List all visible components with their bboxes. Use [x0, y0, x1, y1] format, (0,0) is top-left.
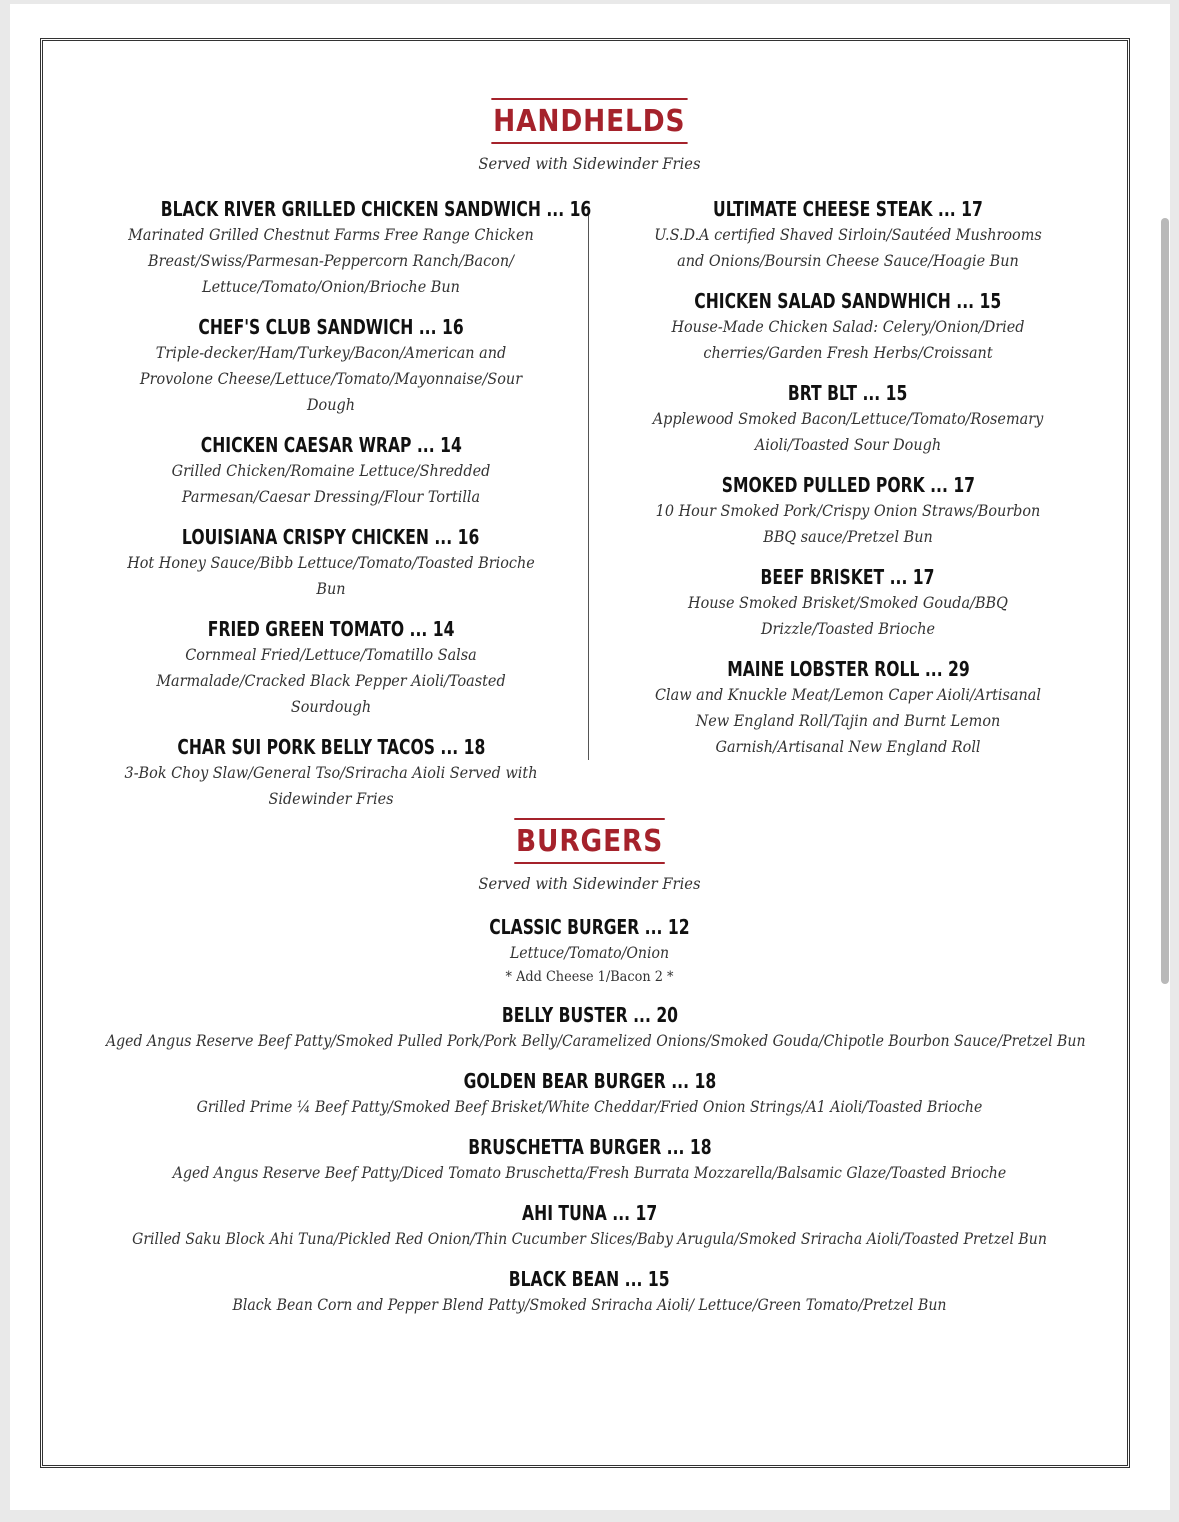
column-divider [588, 210, 589, 760]
menu-item-description: Cornmeal Fried/Lettuce/Tomatillo Salsa Marmalade/Cracked Black Pepper Aioli/Toasted Sourdough [156, 645, 506, 716]
menu-item [100, 314, 562, 418]
menu-item [617, 380, 1079, 458]
menu-item-description: Applewood Smoked Bacon/Lettuce/Tomato/Rosemary Aioli/Toasted Sour Dough [652, 409, 1044, 454]
menu-item-description: Grilled Chicken/Romaine Lettuce/Shredded Parmesan/Caesar Dressing/Flour Tortilla [171, 461, 491, 506]
menu-item-name: AHI TUNA ... 17 [521, 1201, 658, 1225]
menu-item-name: ULTIMATE CHEESE STEAK ... 17 [713, 197, 983, 221]
menu-item-description: Hot Honey Sauce/Bibb Lettuce/Tomato/Toasted Brioche Bun [127, 553, 535, 598]
menu-item-description: House Smoked Brisket/Smoked Gouda/BBQ Drizzle/Toasted Brioche [688, 593, 1008, 638]
menu-item-name: BELLY BUSTER ... 20 [501, 1003, 678, 1027]
menu-item-description: U.S.D.A certified Shaved Sirloin/Sautéed Mushrooms and Onions/Boursin Cheese Sauce/Hoagie Bun [654, 225, 1042, 270]
burgers-header [0, 818, 1179, 893]
menu-item [100, 432, 562, 510]
menu-item-description: Triple-decker/Ham/Turkey/Bacon/American and Provolone Cheese/Lettuce/Tomato/Mayonnaise/Sour Dough [139, 343, 523, 414]
menu-item [617, 472, 1079, 550]
menu-item-description: House-Made Chicken Salad: Celery/Onion/Dried cherries/Garden Fresh Herbs/Croissant [671, 317, 1025, 362]
menu-item-name: BRUSCHETTA BURGER ... 18 [467, 1135, 712, 1159]
handhelds-title: HANDHELDS [492, 98, 688, 144]
menu-item-description: 3-Bok Choy Slaw/General Tso/Sriracha Aioli Served with Sidewinder Fries [124, 763, 538, 808]
menu-item-description: Lettuce/Tomato/Onion [509, 943, 670, 962]
menu-item [617, 656, 1079, 760]
menu-item-description: Grilled Saku Block Ahi Tuna/Pickled Red Onion/Thin Cucumber Slices/Baby Arugula/Smoked Sriracha Aioli/Toasted Pretzel Bun [132, 1229, 1047, 1248]
menu-item-description: 10 Hour Smoked Pork/Crispy Onion Straws/Bourbon BBQ sauce/Pretzel Bun [655, 501, 1041, 546]
menu-item-description: Aged Angus Reserve Beef Patty/Diced Tomato Bruschetta/Fresh Burrata Mozzarella/Balsamic Glaze/Toasted Brioche [172, 1163, 1007, 1182]
burgers-subtitle: Served with Sidewinder Fries [478, 874, 701, 893]
menu-item [40, 1200, 1139, 1252]
menu-item-description: Black Bean Corn and Pepper Blend Patty/Smoked Sriracha Aioli/ Lettuce/Green Tomato/Pretzel Bun [232, 1295, 947, 1314]
menu-item [100, 524, 562, 602]
menu-item-name: CHICKEN CAESAR WRAP ... 14 [200, 433, 462, 457]
handhelds-left-column [100, 196, 592, 826]
handhelds-right-column [617, 196, 1079, 774]
menu-item-name: BLACK BEAN ... 15 [509, 1267, 670, 1291]
menu-item-name: FRIED GREEN TOMATO ... 14 [207, 617, 455, 641]
handhelds-subtitle: Served with Sidewinder Fries [478, 154, 701, 173]
menu-item-name: LOUISIANA CRISPY CHICKEN ... 16 [182, 525, 480, 549]
menu-item-name: CHEF'S CLUB SANDWICH ... 16 [198, 315, 464, 339]
burgers-title: BURGERS [514, 818, 665, 864]
menu-item [100, 196, 592, 300]
menu-item-name: CHAR SUI PORK BELLY TACOS ... 18 [177, 735, 485, 759]
menu-item [40, 1002, 1139, 1054]
menu-item [100, 616, 562, 720]
menu-item [40, 914, 1139, 988]
menu-item-name: SMOKED PULLED PORK ... 17 [721, 473, 975, 497]
menu-item [617, 196, 1079, 274]
menu-item [40, 1068, 1139, 1120]
menu-item [617, 564, 1079, 642]
menu-item-description: Aged Angus Reserve Beef Patty/Smoked Pulled Pork/Pork Belly/Caramelized Onions/Smoked Gouda/Chipotle Bourbon Sauce/Pretzel Bun [105, 1031, 1086, 1050]
menu-item-name: BLACK RIVER GRILLED CHICKEN SANDWICH ... 16 [160, 197, 592, 221]
menu-item-description: Marinated Grilled Chestnut Farms Free Range Chicken Breast/Swiss/Parmesan-Peppercorn Ranch/Bacon/ Lettuce/Tomato/Onion/Brioche Bun [128, 225, 534, 296]
menu-item [100, 734, 562, 812]
menu-item-description: Grilled Prime ¼ Beef Patty/Smoked Beef Brisket/White Cheddar/Fried Onion Strings/A1 Aioli/Toasted Brioche [196, 1097, 983, 1116]
menu-item-name: GOLDEN BEAR BURGER ... 18 [463, 1069, 716, 1093]
menu-item-description: Claw and Knuckle Meat/Lemon Caper Aioli/Artisanal New England Roll/Tajin and Burnt Lemon Garnish/Artisanal New England Roll [655, 685, 1041, 756]
menu-item [40, 1134, 1139, 1186]
menu-item-note: * Add Cheese 1/Bacon 2 * [505, 969, 674, 985]
menu-item [617, 288, 1079, 366]
menu-item-name: CLASSIC BURGER ... 12 [489, 915, 690, 939]
menu-item-name: CHICKEN SALAD SANDWHICH ... 15 [694, 289, 1002, 313]
menu-item-name: MAINE LOBSTER ROLL ... 29 [726, 657, 970, 681]
handhelds-header [0, 98, 1179, 173]
menu-item [40, 1266, 1139, 1318]
burgers-list [40, 914, 1139, 1332]
menu-item-name: BEEF BRISKET ... 17 [761, 565, 935, 589]
menu-item-name: BRT BLT ... 15 [788, 381, 908, 405]
